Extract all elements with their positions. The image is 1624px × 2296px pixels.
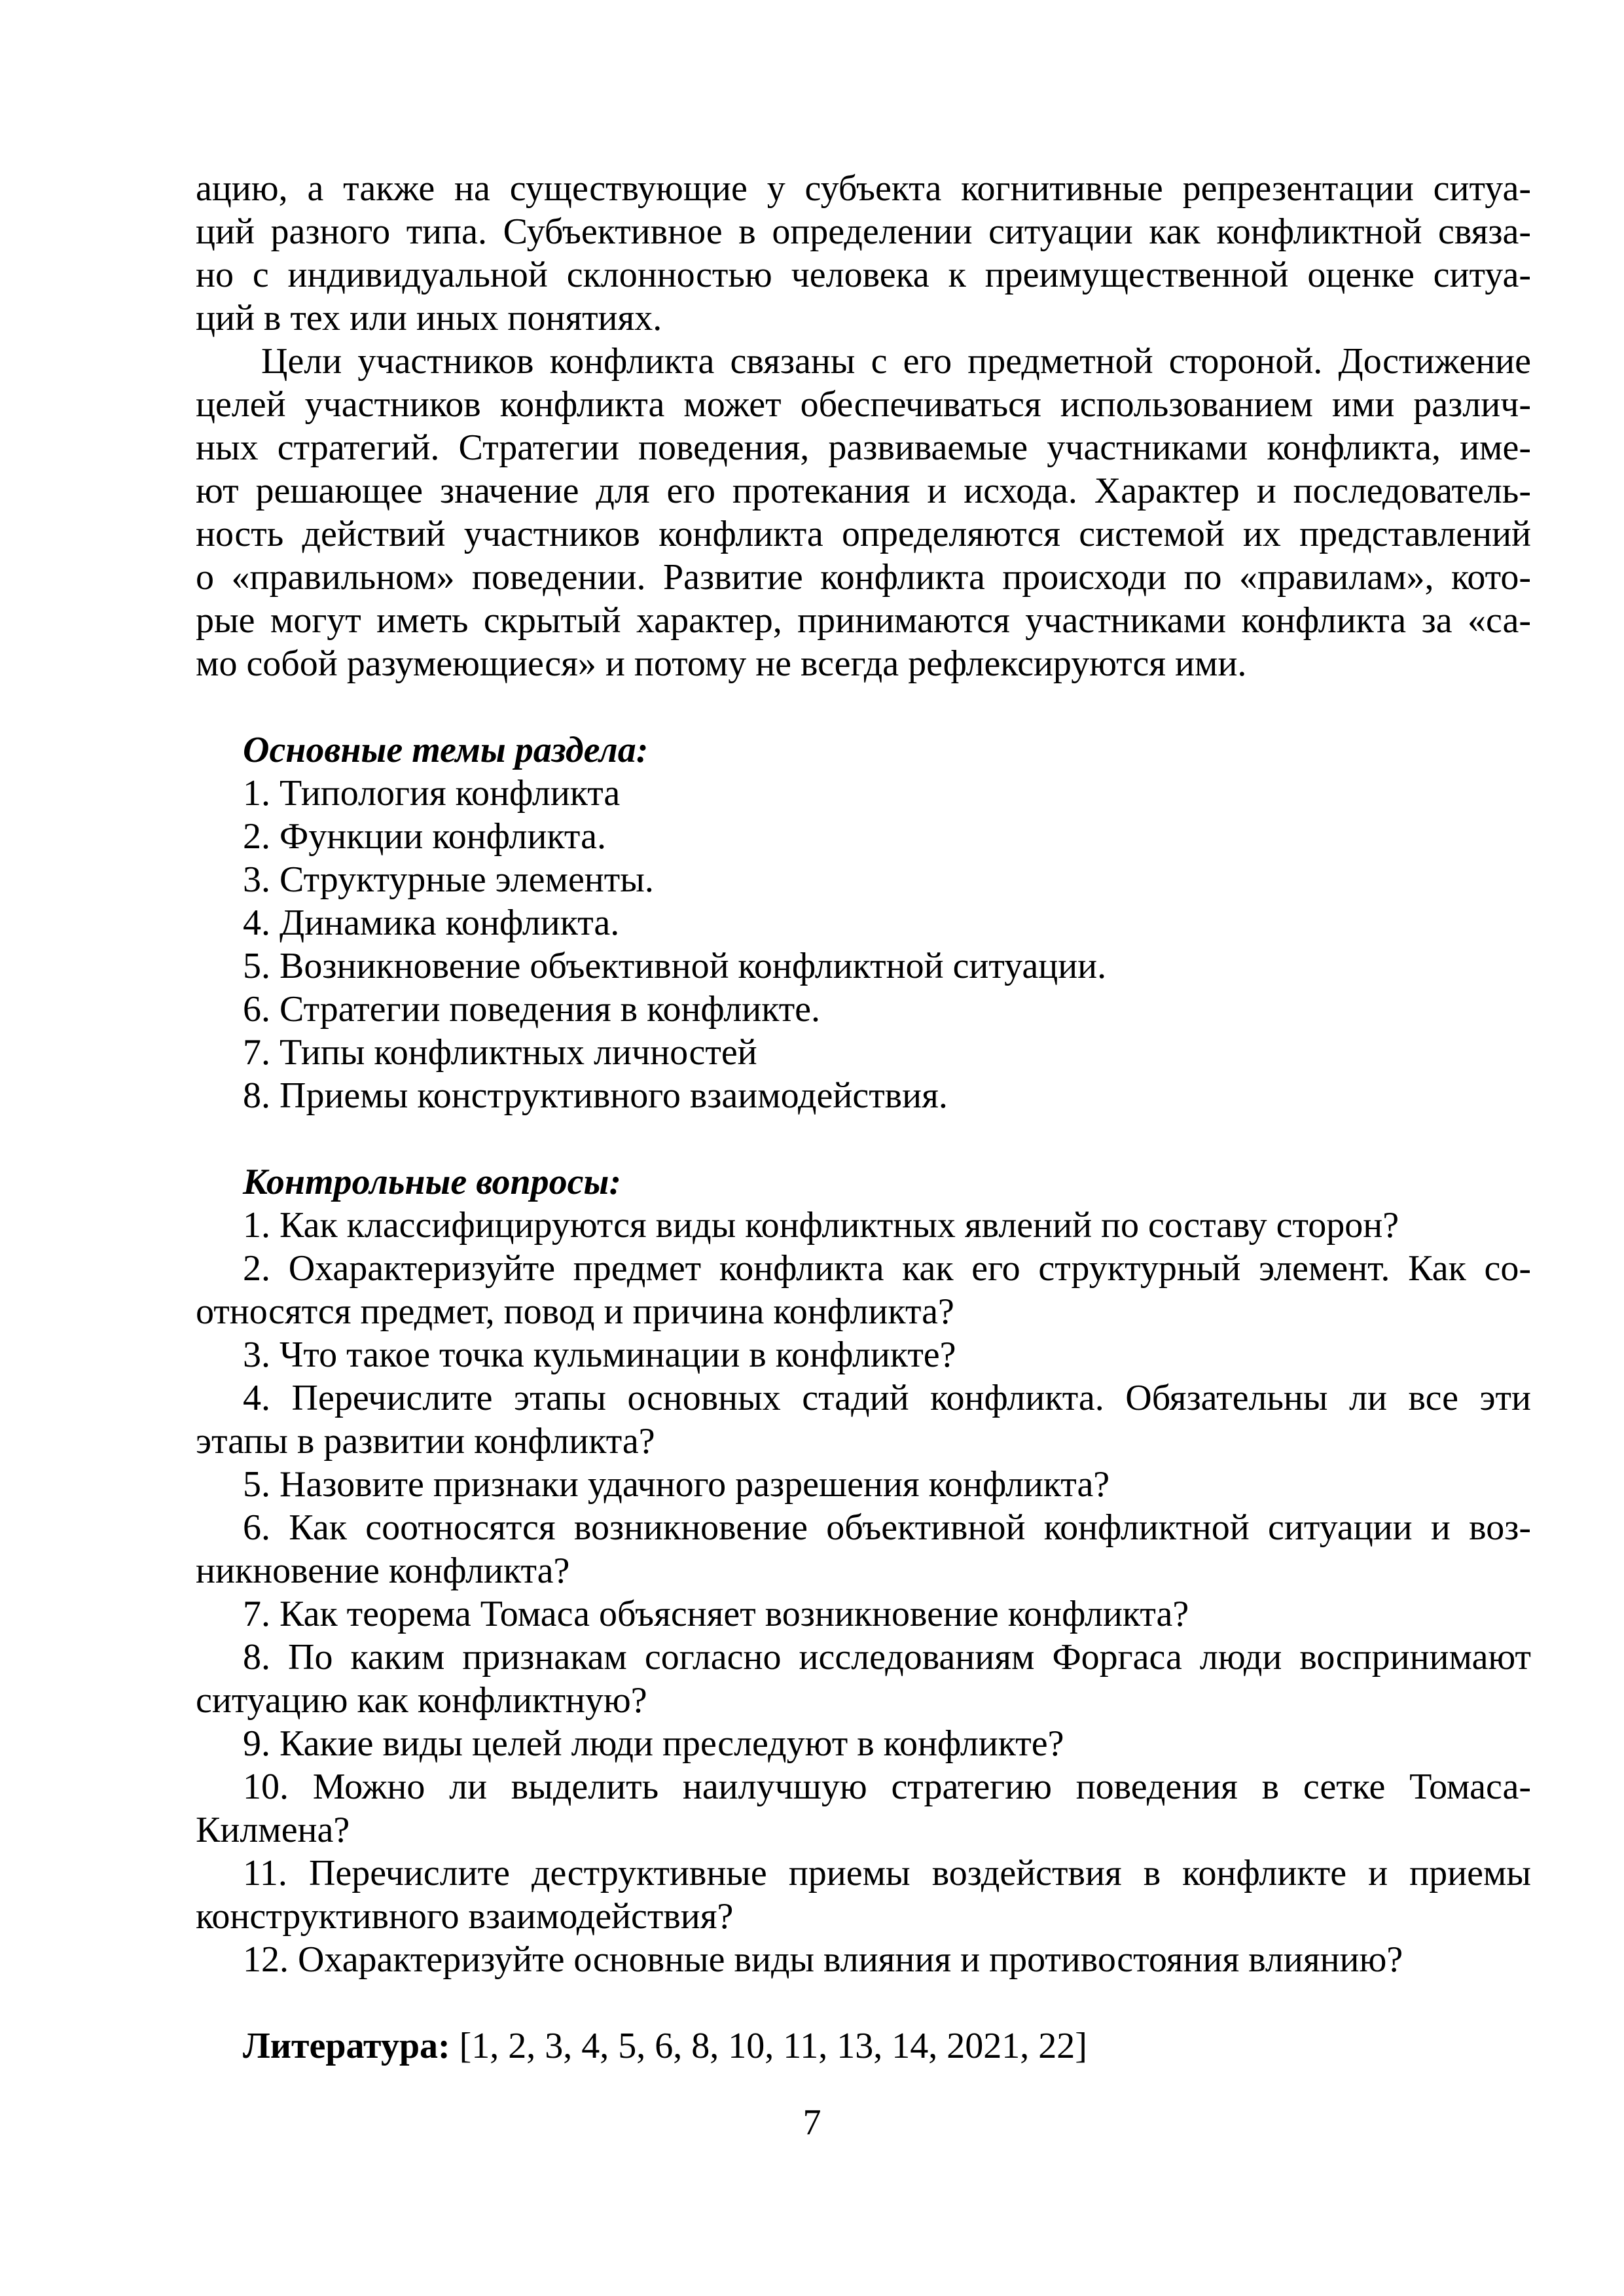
- topic-item: 7. Типы конфликтных личностей: [243, 1032, 757, 1073]
- question-line: Килмена?: [196, 1810, 350, 1850]
- paragraph-line: ных стратегий. Стратегии поведения, развиваемые участниками конфликта, име-: [196, 427, 1531, 468]
- paragraph-line: целей участников конфликта может обеспечиваться использованием ими различ-: [196, 384, 1531, 425]
- question-line: 1. Как классифицируются виды конфликтных явлений по составу сторон?: [243, 1205, 1399, 1246]
- question-line: никновение конфликта?: [196, 1551, 570, 1591]
- topic-item: 4. Динамика конфликта.: [243, 903, 620, 943]
- question-line: 3. Что такое точка кульминации в конфликте?: [243, 1335, 956, 1375]
- literature-label: Литература:: [243, 2026, 450, 2066]
- questions-heading: Контрольные вопросы:: [243, 1162, 622, 1202]
- question-line: 10. Можно ли выделить наилучшую стратегию поведения в сетке Томаса-: [243, 1767, 1531, 1807]
- paragraph-line: ций разного типа. Субъективное в определении ситуации как конфликтной связа-: [196, 211, 1531, 252]
- document-page: [196, 167, 1531, 2068]
- paragraph-line: ность действий участников конфликта определяются системой их представлений: [196, 514, 1531, 554]
- paragraph-line: о «правильном» поведении. Развитие конфликта происходи по «правилам», кото-: [196, 557, 1531, 598]
- paragraph-line: Цели участников конфликта связаны с его предметной стороной. Достижение: [261, 341, 1531, 382]
- topic-item: 3. Структурные элементы.: [243, 859, 654, 900]
- question-line: 2. Охарактеризуйте предмет конфликта как его структурный элемент. Как со-: [243, 1248, 1531, 1289]
- question-line: конструктивного взаимодействия?: [196, 1896, 734, 1937]
- question-line: 6. Как соотносятся возникновение объективной конфликтной ситуации и воз-: [243, 1507, 1531, 1548]
- paragraph-line: рые могут иметь скрытый характер, принимаются участниками конфликта за «са-: [196, 600, 1531, 641]
- topic-item: 2. Функции конфликта.: [243, 816, 606, 857]
- question-line: 12. Охарактеризуйте основные виды влияния и противостояния влиянию?: [243, 1939, 1403, 1980]
- question-line: 5. Назовите признаки удачного разрешения конфликта?: [243, 1464, 1110, 1505]
- literature-line: [196, 2024, 1531, 2068]
- literature-refs: [1, 2, 3, 4, 5, 6, 8, 10, 11, 13, 14, 2021, 22]: [450, 2026, 1087, 2066]
- questions-list: [196, 1204, 1531, 1981]
- question-line: этапы в развитии конфликта?: [196, 1421, 655, 1462]
- topics-heading: Основные темы раздела:: [243, 730, 649, 770]
- question-line: ситуацию как конфликтную?: [196, 1680, 647, 1721]
- paragraph-line: ций в тех или иных понятиях.: [196, 298, 662, 338]
- paragraph-line: но с индивидуальной склонностью человека к преимущественной оценке ситуа-: [196, 255, 1531, 295]
- question-line: 4. Перечислите этапы основных стадий конфликта. Обязательны ли все эти: [243, 1378, 1531, 1418]
- topic-item: 8. Приемы конструктивного взаимодействия.: [243, 1075, 948, 1116]
- paragraph-line: мо собой разумеющиеся» и потому не всегда рефлексируются ими.: [196, 643, 1247, 684]
- topic-item: 1. Типология конфликта: [243, 773, 621, 814]
- page-number: 7: [803, 2102, 821, 2143]
- question-line: 8. По каким признакам согласно исследованиям Форгаса люди воспринимают: [243, 1637, 1531, 1677]
- question-line: 7. Как теорема Томаса объясняет возникновение конфликта?: [243, 1594, 1189, 1634]
- question-line: относятся предмет, повод и причина конфликта?: [196, 1291, 954, 1332]
- intro-text: [196, 167, 1531, 685]
- topic-item: 6. Стратегии поведения в конфликте.: [243, 989, 821, 1030]
- paragraph-line: ют решающее значение для его протекания и исхода. Характер и последователь-: [196, 471, 1531, 511]
- question-line: 11. Перечислите деструктивные приемы воздействия в конфликте и приемы: [243, 1853, 1531, 1893]
- question-line: 9. Какие виды целей люди преследуют в конфликте?: [243, 1723, 1064, 1764]
- paragraph-line: ацию, а также на существующие у субъекта когнитивные репрезентации ситуа-: [196, 168, 1531, 209]
- topic-item: 5. Возникновение объективной конфликтной ситуации.: [243, 946, 1107, 986]
- topics-list: [196, 772, 1531, 1117]
